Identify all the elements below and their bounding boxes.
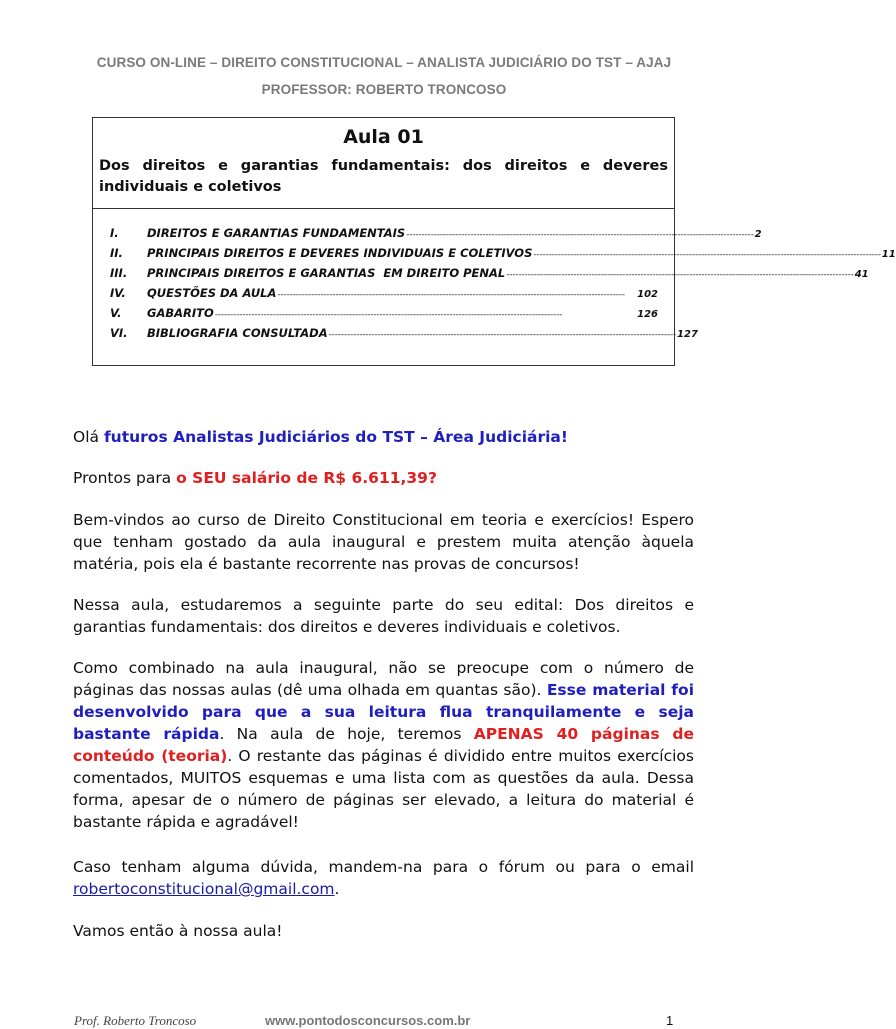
footer-website-link[interactable]: www.pontodosconcursos.com.br <box>265 1013 471 1028</box>
material-text-b: . Na aula de hoje, teremos <box>219 725 474 743</box>
toc-item-page: 126 <box>637 309 658 320</box>
lesson-title-section <box>93 118 674 209</box>
toc-leader-dots: ------------------------------------------------------------------------------------------------------------------ <box>277 290 625 300</box>
toc-item-page: 127 <box>677 329 698 340</box>
document-header-course: CURSO ON-LINE – DIREITO CONSTITUCIONAL – ANALISTA JUDICIÁRIO DO TST – AJAJ <box>96 55 672 70</box>
toc-item-page: 41 <box>854 269 869 280</box>
footer-author: Prof. Roberto Troncoso <box>74 1013 197 1028</box>
toc-item <box>110 306 658 326</box>
toc-item-number: I. <box>110 226 119 240</box>
lesson-summary-box <box>92 117 896 366</box>
toc-item-number: II. <box>110 246 123 260</box>
toc-item-label: QUESTÕES DA AULA <box>147 286 277 300</box>
toc-item-label: PRINCIPAIS DIREITOS E DEVERES INDIVIDUAIS E COLETIVOS <box>147 246 533 260</box>
toc-item-page: 2 <box>754 229 762 240</box>
toc-item <box>110 246 896 266</box>
salary-paragraph <box>73 467 694 489</box>
contact-text: Caso tenham alguma dúvida, mandem-na para o fórum ou para o email <box>73 858 694 876</box>
material-text-a: Como combinado na aula inaugural, não se preocupe com o número de páginas das nossas aulas (dê uma olhada em quantas são). <box>73 659 694 699</box>
toc-item <box>110 266 869 286</box>
toc-item-label: GABARITO <box>147 306 214 320</box>
salary-highlight: o SEU salário de R$ 6.611,39? <box>176 469 437 487</box>
lesson-title: Aula 01 <box>343 126 424 148</box>
toc-leader-dots: ------------------------------------------------------------------------------------------------------------------ <box>406 230 754 240</box>
email-link[interactable]: robertoconstitucional@gmail.com <box>73 880 335 898</box>
greeting-text: Olá <box>73 428 104 446</box>
toc-item-number: V. <box>110 306 122 320</box>
toc-leader-dots: ------------------------------------------------------------------------------------------------------------------ <box>533 250 881 260</box>
contact-text-end: . <box>334 880 340 898</box>
greeting-highlight: futuros Analistas Judiciários do TST – Área Judiciária! <box>103 428 568 446</box>
toc-leader-dots: ------------------------------------------------------------------------------------------------------------------ <box>214 310 563 320</box>
toc-item-page: 102 <box>637 289 658 300</box>
toc-item-number: IV. <box>110 286 126 300</box>
welcome-paragraph: Bem-vindos ao curso de Direito Constitucional em teoria e exercícios! Espero que tenham gostado da aula inaugural e prestem muita atenção àquela matéria, pois ela é bastante recorrente nas provas de concursos! <box>73 511 694 573</box>
toc-item-number: VI. <box>110 326 128 340</box>
toc-item-label: PRINCIPAIS DIREITOS E GARANTIAS EM DIREITO PENAL <box>147 266 506 280</box>
toc-item <box>110 326 698 346</box>
toc-leader-dots: ------------------------------------------------------------------------------------------------------------------ <box>328 330 677 340</box>
material-paragraph <box>73 657 694 833</box>
toc-item-label: DIREITOS E GARANTIAS FUNDAMENTAIS <box>147 226 406 240</box>
table-of-contents <box>110 226 896 346</box>
lesson-subtitle: Dos direitos e garantias fundamentais: dos direitos e deveres individuais e coletivos <box>99 158 668 195</box>
toc-item-number: III. <box>110 266 128 280</box>
salary-text: Prontos para <box>73 469 177 487</box>
toc-item-page: 11 <box>881 249 896 260</box>
greeting-paragraph <box>73 426 694 448</box>
syllabus-paragraph: Nessa aula, estudaremos a seguinte parte do seu edital: Dos direitos e garantias fundamentais: dos direitos e deveres individuais e coletivos. <box>73 596 694 636</box>
toc-leader-dots: ------------------------------------------------------------------------------------------------------------------ <box>506 270 854 280</box>
contact-paragraph <box>73 856 694 900</box>
document-header-professor: PROFESSOR: ROBERTO TRONCOSO <box>261 82 507 97</box>
toc-item-label: BIBLIOGRAFIA CONSULTADA <box>147 326 328 340</box>
toc-item <box>110 226 762 246</box>
toc-item <box>110 286 658 306</box>
material-text-c: . O restante das páginas é dividido entre muitos exercícios comentados, MUITOS esquemas e uma lista com as questões da aula. Dessa forma, apesar de o número de páginas ser elevado, a leitura do material é bastante rápida e agradável! <box>73 747 694 831</box>
closing-paragraph: Vamos então à nossa aula! <box>73 922 283 940</box>
material-highlight-blue: Esse material foi desenvolvido para que a sua leitura flua tranquilamente e seja bastante rápida <box>73 681 695 743</box>
footer-page-number: 1 <box>666 1013 674 1028</box>
material-highlight-red: APENAS 40 páginas de conteúdo (teoria) <box>73 725 694 765</box>
